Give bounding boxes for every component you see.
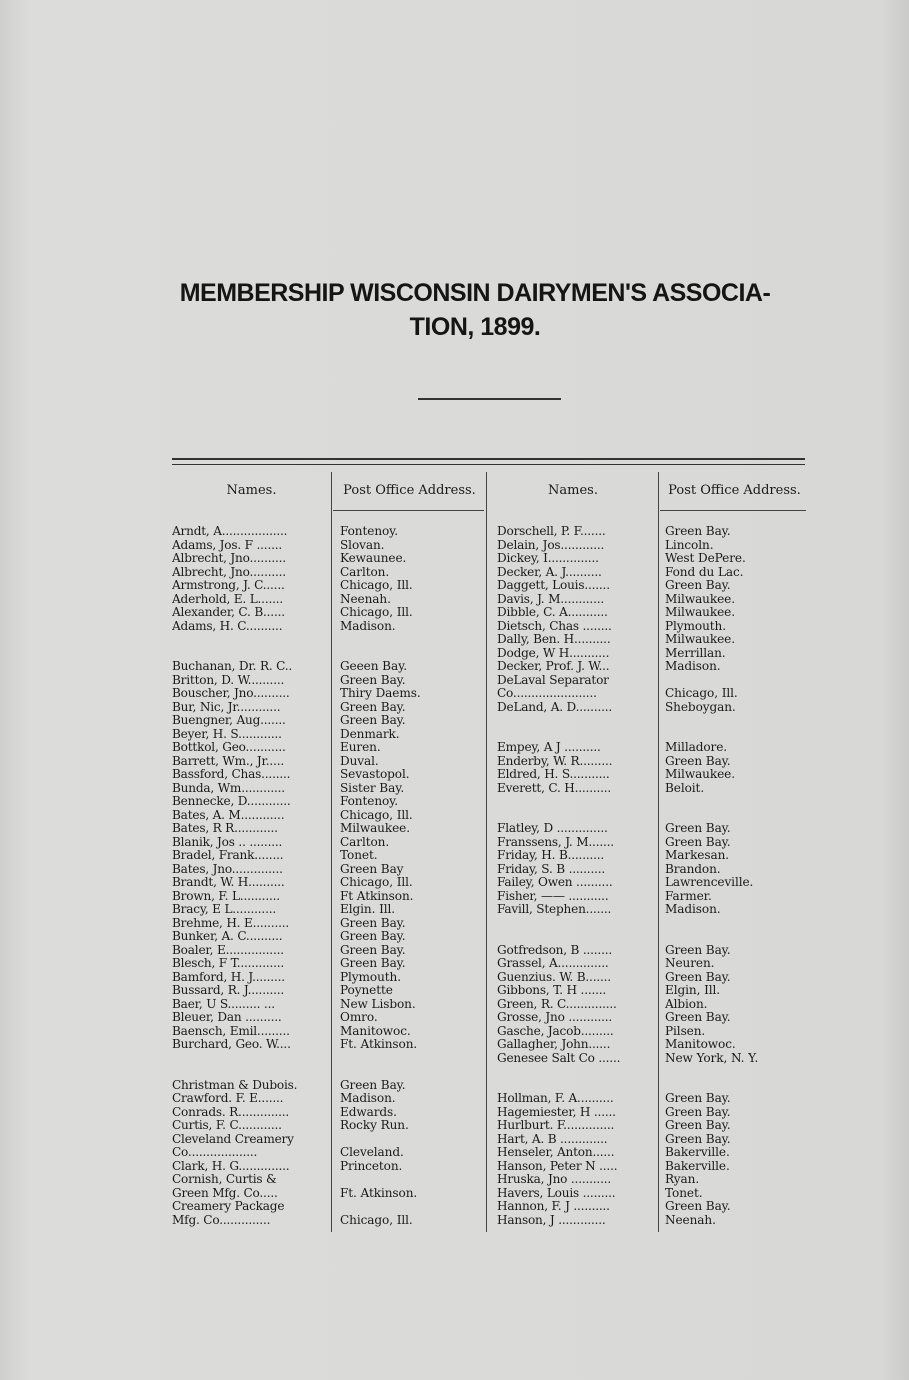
post-office-address: Tonet. [340, 849, 378, 862]
member-name: DeLand, A. D.......... [497, 700, 613, 714]
post-office-address: New York, N. Y. [665, 1051, 759, 1065]
member-name: Genesee Salt Co ...... [497, 1051, 621, 1065]
member-name: Buengner, Aug....... [172, 714, 286, 727]
member-name: Conrads. R.............. [172, 1105, 290, 1119]
post-office-address: Green Bay. [665, 1119, 731, 1132]
post-office-address: Fontenoy. [340, 525, 399, 538]
member-name: Hagemiester, H ...... [497, 1105, 616, 1119]
member-name: Daggett, Louis....... [497, 579, 610, 592]
member-name: Bates, Jno.............. [172, 862, 283, 876]
post-office-address: Albion. [665, 997, 708, 1011]
post-office-address: Green Bay. [665, 1200, 731, 1213]
post-office-address: Green Bay. [340, 714, 406, 727]
member-name: Bunker, A. C.......... [172, 930, 283, 943]
member-name: Gallagher, John...... [497, 1038, 611, 1051]
post-office-address: Madison. [340, 619, 396, 633]
member-name: Bamford, H. J......... [172, 970, 285, 984]
post-office-address: Green Bay. [665, 1132, 731, 1146]
post-office-address: Madison. [665, 660, 721, 673]
post-office-address: Cleveland. [340, 1146, 404, 1159]
post-office-address: Green Bay. [665, 943, 731, 957]
post-office-address: Chicago, Ill. [340, 579, 413, 592]
member-name: Fisher, —— ........... [497, 889, 609, 903]
header-rule [660, 510, 806, 511]
member-name: Co....................... [497, 687, 597, 700]
member-name: Albrecht, Jno.......... [172, 552, 286, 565]
post-office-address: Lawrenceville. [665, 876, 754, 889]
right-address-column [665, 525, 815, 1227]
post-office-address: Carlton. [340, 565, 390, 579]
member-name: Hanson, J ............. [497, 1213, 606, 1227]
member-name: Bussard, R. J.......... [172, 984, 285, 997]
member-name: Hurlburt. F.............. [497, 1119, 615, 1132]
post-office-address: Green Bay. [665, 1105, 731, 1119]
post-office-address: Milwaukee. [340, 822, 410, 835]
post-office-address: Green Bay. [665, 1092, 731, 1105]
member-name: Flatley, D .............. [497, 822, 608, 835]
column-divider [331, 472, 332, 1232]
post-office-address: Madison. [665, 903, 721, 916]
right-names-column [497, 525, 656, 1227]
post-office-address: Green Bay. [665, 579, 731, 592]
post-office-address: Green Bay. [340, 1078, 406, 1092]
row-spacer [340, 1133, 485, 1147]
member-name: Dibble, C. A........... [497, 606, 608, 619]
member-name: Decker, A. J.......... [497, 565, 602, 579]
member-name: Cornish, Curtis & [172, 1173, 277, 1186]
post-office-address: West DePere. [665, 552, 746, 565]
post-office-address: Milwaukee. [665, 633, 735, 646]
row-spacer [665, 728, 815, 742]
row-spacer [665, 795, 815, 809]
member-name: Gibbons, T. H ....... [497, 984, 607, 997]
post-office-address: Elgin. Ill. [340, 903, 396, 916]
post-office-address: Milladore. [665, 741, 728, 754]
row-spacer [665, 714, 815, 728]
member-name: Davis, J. M............ [497, 592, 605, 606]
member-name: Hanson, Peter N ..... [497, 1159, 618, 1173]
post-office-address: Fond du Lac. [665, 565, 744, 579]
post-office-address: Brandon. [665, 862, 721, 876]
member-name: Cleveland Creamery [172, 1132, 294, 1146]
member-name: Co................... [172, 1146, 258, 1159]
post-office-address: Tonet. [665, 1186, 703, 1200]
member-name: Dorschell, P. F....... [497, 525, 606, 538]
post-office-address: Sevastopol. [340, 768, 410, 781]
member-name: Bunda, Wm............ [172, 781, 285, 795]
member-name: Brehme, H. E.......... [172, 916, 290, 930]
post-office-address: Edwards. [340, 1105, 397, 1119]
member-name: Boaler, E................ [172, 943, 284, 957]
post-office-address: Green Bay [340, 862, 404, 876]
row-spacer [340, 1065, 485, 1079]
post-office-address: Elgin, Ill. [665, 984, 721, 997]
member-name: Havers, Louis ......... [497, 1186, 616, 1200]
member-name: Bottkol, Geo........... [172, 741, 286, 754]
post-office-address: New Lisbon. [340, 997, 416, 1011]
member-name: Guenzius. W. B....... [497, 970, 611, 984]
member-name: Hollman, F. A.......... [497, 1092, 614, 1105]
post-office-address: Green Bay. [665, 835, 731, 849]
post-office-address: Neenah. [340, 592, 391, 606]
member-name: Hannon, F. J .......... [497, 1200, 610, 1213]
post-office-address: Sister Bay. [340, 781, 405, 795]
member-name: Blesch, F T............. [172, 957, 285, 970]
member-name: Armstrong, J. C...... [172, 579, 285, 592]
post-office-address: Sheboygan. [665, 700, 736, 714]
member-name: Gotfredson, B ........ [497, 943, 613, 957]
member-name: Empey, A J .......... [497, 741, 601, 754]
header-address-left: Post Office Address. [343, 483, 476, 498]
post-office-address: Chicago, Ill. [665, 687, 738, 700]
post-office-address: Milwaukee. [665, 606, 735, 619]
row-spacer [340, 1173, 485, 1187]
post-office-address: Plymouth. [665, 619, 726, 633]
member-name: Bennecke, D............ [172, 795, 291, 808]
table-top-rule-thin [172, 464, 805, 465]
post-office-address: Poynette [340, 984, 393, 997]
post-office-address: Manitowoc. [665, 1038, 736, 1051]
post-office-address: Chicago, Ill. [340, 606, 413, 619]
post-office-address: Plymouth. [340, 970, 401, 984]
row-spacer [665, 809, 815, 823]
member-name: Buchanan, Dr. R. C.. [172, 660, 293, 673]
member-name: Hruska, Jno ........... [497, 1173, 611, 1186]
page-title-line-1: MEMBERSHIP WISCONSIN DAIRYMEN'S ASSOCIA- [179, 279, 771, 307]
header-names-left: Names. [226, 483, 277, 498]
member-name: Christman & Dubois. [172, 1078, 298, 1092]
row-spacer [497, 714, 656, 728]
member-name: Arndt, A.................. [172, 525, 288, 538]
post-office-address: Thiry Daems. [340, 687, 421, 700]
post-office-address: Rocky Run. [340, 1119, 409, 1132]
member-name: Failey, Owen .......... [497, 876, 613, 889]
member-name: Gasche, Jacob......... [497, 1024, 614, 1038]
member-name: Green, R. C.............. [497, 997, 617, 1011]
post-office-address: Ft. Atkinson. [340, 1186, 418, 1200]
member-name: DeLaval Separator [497, 673, 609, 687]
member-name: Bassford, Chas........ [172, 768, 291, 781]
post-office-address: Slovan. [340, 538, 385, 552]
member-name: Franssens, J. M....... [497, 835, 614, 849]
post-office-address: Milwaukee. [665, 592, 735, 606]
member-name: Baensch, Emil......... [172, 1024, 290, 1038]
post-office-address: Neuren. [665, 957, 715, 970]
member-name: Clark, H. G.............. [172, 1159, 290, 1173]
row-spacer [497, 1065, 656, 1079]
member-name: Mfg. Co.............. [172, 1213, 271, 1227]
title-divider [418, 398, 561, 400]
post-office-address: Euren. [340, 741, 381, 754]
post-office-address: Ft. Atkinson. [340, 1038, 418, 1051]
member-name: Dally, Ben. H.......... [497, 633, 611, 646]
row-spacer [497, 930, 656, 944]
row-spacer [497, 917, 656, 931]
post-office-address: Bakerville. [665, 1146, 730, 1159]
post-office-address: Green Bay. [340, 673, 406, 687]
post-office-address: Green Bay. [340, 957, 406, 970]
column-divider [486, 472, 487, 1232]
post-office-address: Green Bay. [665, 754, 731, 768]
post-office-address: Denmark. [340, 727, 400, 741]
member-name: Curtis, F. C............ [172, 1119, 282, 1132]
member-name: Aderhold, E. L....... [172, 592, 284, 606]
page-title-line-2: TION, 1899. [409, 313, 541, 341]
member-name: Eldred, H. S........... [497, 768, 610, 781]
row-spacer [497, 1079, 656, 1093]
row-spacer [340, 633, 485, 647]
post-office-address: Pilsen. [665, 1024, 706, 1038]
member-name: Blanik, Jos .. ......... [172, 835, 283, 849]
member-name: Bradel, Frank........ [172, 849, 284, 862]
member-name: Everett, C. H.......... [497, 781, 612, 795]
member-name: Brandt, W. H.......... [172, 876, 285, 889]
row-spacer [665, 930, 815, 944]
member-name: Bracy, E L............ [172, 903, 277, 916]
header-names-right: Names. [548, 483, 598, 498]
member-name: Hart, A. B ............. [497, 1132, 608, 1146]
post-office-address: Green Bay. [665, 1011, 731, 1024]
row-spacer [497, 809, 656, 823]
post-office-address: Neenah. [665, 1213, 716, 1227]
row-spacer [497, 795, 656, 809]
post-office-address: Green Bay. [340, 930, 406, 943]
row-spacer [665, 1079, 815, 1093]
row-spacer [172, 1052, 329, 1066]
post-office-address: Green Bay. [340, 916, 406, 930]
member-name: Friday, S. B .......... [497, 862, 606, 876]
row-spacer [665, 917, 815, 931]
post-office-address: Green Bay. [665, 822, 731, 835]
table-top-rule [172, 458, 805, 460]
post-office-address: Bakerville. [665, 1159, 730, 1173]
member-name: Albrecht, Jno.......... [172, 565, 286, 579]
post-office-address: Milwaukee. [665, 768, 735, 781]
member-name: Bleuer, Dan .......... [172, 1011, 282, 1024]
member-name: Bates, A. M............ [172, 808, 285, 822]
post-office-address: Duval. [340, 754, 379, 768]
post-office-address: Markesan. [665, 849, 730, 862]
member-name: Baer, U S......... ... [172, 997, 275, 1011]
post-office-address: Green Bay. [340, 943, 406, 957]
post-office-address: Merrillan. [665, 646, 726, 660]
post-office-address: Chicago, Ill. [340, 808, 413, 822]
row-spacer [665, 1065, 815, 1079]
row-spacer [172, 647, 329, 661]
post-office-address: Chicago, Ill. [340, 876, 413, 889]
left-names-column [172, 525, 329, 1227]
row-spacer [497, 728, 656, 742]
post-office-address: Geeen Bay. [340, 660, 407, 673]
header-rule [333, 510, 484, 511]
row-spacer [340, 1200, 485, 1214]
post-office-address: Green Bay. [665, 525, 731, 538]
member-name: Crawford. F. E....... [172, 1092, 284, 1105]
member-name: Barrett, Wm., Jr..... [172, 754, 284, 768]
post-office-address: Ryan. [665, 1173, 700, 1186]
post-office-address: Chicago, Ill. [340, 1213, 413, 1227]
post-office-address: Omro. [340, 1011, 378, 1024]
post-office-address: Kewaunee. [340, 552, 407, 565]
member-name: Creamery Package [172, 1200, 285, 1213]
column-divider [658, 472, 659, 1232]
left-address-column [340, 525, 485, 1227]
member-name: Bouscher, Jno.......... [172, 687, 290, 700]
row-spacer [172, 1065, 329, 1079]
member-name: Brown, F. L........... [172, 889, 280, 903]
post-office-address: Green Bay. [340, 700, 406, 714]
post-office-address: Princeton. [340, 1159, 403, 1173]
member-name: Favill, Stephen....... [497, 903, 612, 916]
member-name: Dietsch, Chas ........ [497, 619, 612, 633]
post-office-address: Beloit. [665, 781, 705, 795]
header-address-right: Post Office Address. [668, 483, 801, 498]
member-name: Decker, Prof. J. W... [497, 660, 610, 673]
member-name: Burchard, Geo. W.... [172, 1038, 291, 1051]
row-spacer [340, 1052, 485, 1066]
member-name: Grosse, Jno ............ [497, 1011, 613, 1024]
post-office-address: Ft Atkinson. [340, 889, 414, 903]
post-office-address: Manitowoc. [340, 1024, 411, 1038]
member-name: Britton, D. W.......... [172, 673, 285, 687]
post-office-address: Fontenoy. [340, 795, 399, 808]
member-name: Enderby, W. R......... [497, 754, 613, 768]
member-name: Adams, H. C.......... [172, 619, 283, 633]
row-spacer [340, 647, 485, 661]
post-office-address: Green Bay. [665, 970, 731, 984]
member-name: Henseler, Anton...... [497, 1146, 615, 1159]
post-office-address: Farmer. [665, 889, 712, 903]
post-office-address: Lincoln. [665, 538, 714, 552]
member-name: Beyer, H. S............ [172, 727, 282, 741]
member-name: Bur, Nic, Jr............ [172, 700, 281, 714]
member-name: Dickey, I.............. [497, 552, 599, 565]
member-name: Dodge, W H........... [497, 646, 610, 660]
member-name: Delain, Jos............ [497, 538, 605, 552]
row-spacer [172, 633, 329, 647]
post-office-address: Carlton. [340, 835, 390, 849]
member-name: Grassel, A.............. [497, 957, 609, 970]
member-name: Green Mfg. Co..... [172, 1186, 278, 1200]
member-name: Alexander, C. B...... [172, 606, 285, 619]
member-name: Friday, H. B.......... [497, 849, 605, 862]
row-spacer [665, 674, 815, 688]
post-office-address: Madison. [340, 1092, 396, 1105]
member-name: Adams, Jos. F ....... [172, 538, 283, 552]
member-name: Bates, R R............ [172, 822, 278, 835]
